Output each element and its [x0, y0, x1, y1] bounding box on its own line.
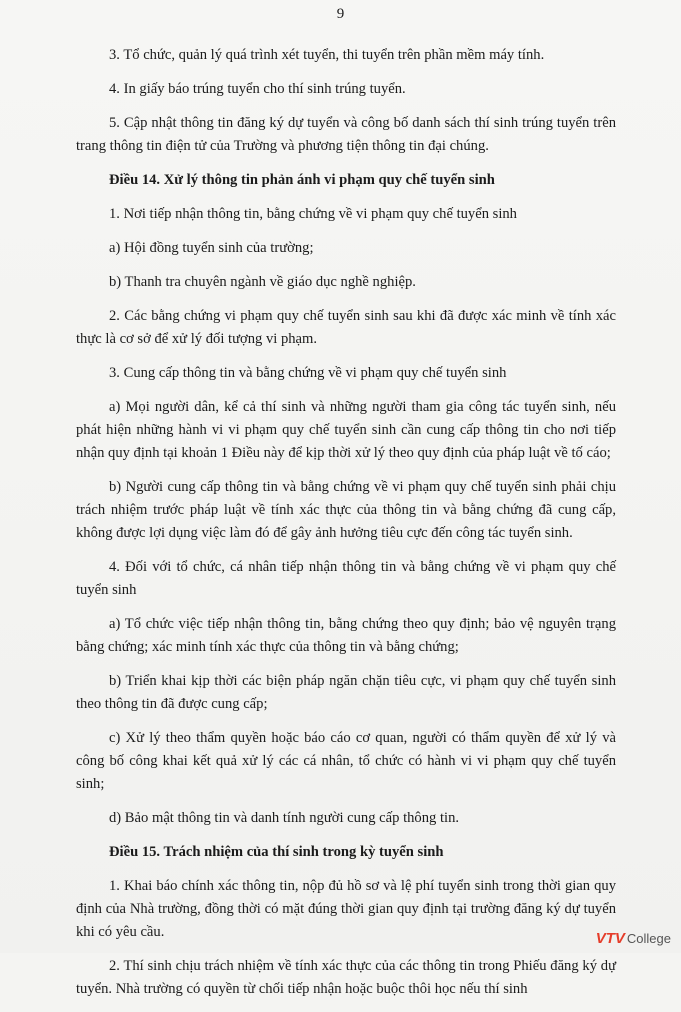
paragraph: a) Tổ chức việc tiếp nhận thông tin, bằng chứng theo quy định; bảo vệ nguyên trạng bằng chứng; xác minh tính xác thực của thông tin và bằng chứng; — [76, 616, 616, 655]
watermark-brand: VTV — [595, 930, 625, 947]
paragraph: b) Triển khai kịp thời các biện pháp ngăn chặn tiêu cực, vi phạm quy chế tuyển sinh theo thông tin đã được cung cấp; — [76, 673, 616, 712]
paragraph: 4. Đối với tổ chức, cá nhân tiếp nhận thông tin và bằng chứng về vi phạm quy chế tuyển sinh — [76, 559, 616, 598]
paragraph: 5. Cập nhật thông tin đăng ký dự tuyển và công bố danh sách thí sinh trúng tuyển trên trang thông tin điện tử của Trường và phương tiện thông tin đại chúng. — [76, 115, 616, 154]
paragraph: 1. Khai báo chính xác thông tin, nộp đủ hồ sơ và lệ phí tuyển sinh trong thời gian quy định của Nhà trường, đồng thời có mặt đúng thời gian quy định tại trường đăng ký dự tuyển khi có yêu cầu. — [76, 878, 616, 940]
document-body — [76, 44, 616, 1012]
article-heading: Điều 14. Xử lý thông tin phản ánh vi phạm quy chế tuyển sinh — [109, 172, 495, 188]
paragraph: 1. Nơi tiếp nhận thông tin, bằng chứng về vi phạm quy chế tuyển sinh — [109, 206, 517, 222]
paragraph: a) Hội đồng tuyển sinh của trường; — [109, 240, 314, 256]
paragraph: d) Bảo mật thông tin và danh tính người cung cấp thông tin. — [109, 810, 460, 826]
paragraph: c) Xử lý theo thẩm quyền hoặc báo cáo cơ quan, người có thẩm quyền để xử lý và công bố công khai kết quả xử lý các cá nhân, tổ chức có hành vi vi phạm quy chế tuyển sinh; — [76, 730, 616, 792]
paragraph: a) Mọi người dân, kể cả thí sinh và những người tham gia công tác tuyển sinh, nếu phát hiện những hành vi vi phạm quy chế tuyển sinh cần cung cấp thông tin cho nơi tiếp nhận quy định tại khoản 1 Điều này để kịp thời xử lý theo quy định của pháp luật về tố cáo; — [76, 399, 616, 461]
paragraph: 4. In giấy báo trúng tuyển cho thí sinh trúng tuyển. — [109, 81, 406, 97]
paragraph: b) Người cung cấp thông tin và bằng chứng về vi phạm quy chế tuyển sinh phải chịu trách nhiệm trước pháp luật về tính xác thực của thông tin và bằng chứng đã cung cấp, không được lợi dụng việc làm đó để gây ảnh hưởng tiêu cực đến công tác tuyển sinh. — [76, 479, 616, 541]
watermark-suffix: College — [626, 931, 671, 946]
paragraph: 3. Cung cấp thông tin và bằng chứng về vi phạm quy chế tuyển sinh — [109, 365, 507, 381]
paragraph: 2. Các bằng chứng vi phạm quy chế tuyển sinh sau khi đã được xác minh về tính xác thực là cơ sở để xử lý đối tượng vi phạm. — [76, 308, 616, 347]
paragraph: 3. Tổ chức, quản lý quá trình xét tuyển, thi tuyển trên phần mềm máy tính. — [109, 47, 545, 63]
article-heading: Điều 15. Trách nhiệm của thí sinh trong kỳ tuyển sinh — [109, 844, 444, 860]
watermark-logo — [596, 930, 671, 947]
paragraph: 2. Thí sinh chịu trách nhiệm về tính xác thực của các thông tin trong Phiếu đăng ký dự tuyển. Nhà trường có quyền từ chối tiếp nhận hoặc buộc thôi học nếu thí sinh — [76, 958, 616, 997]
paragraph: b) Thanh tra chuyên ngành về giáo dục nghề nghiệp. — [109, 274, 416, 290]
page-number: 9 — [336, 6, 345, 22]
